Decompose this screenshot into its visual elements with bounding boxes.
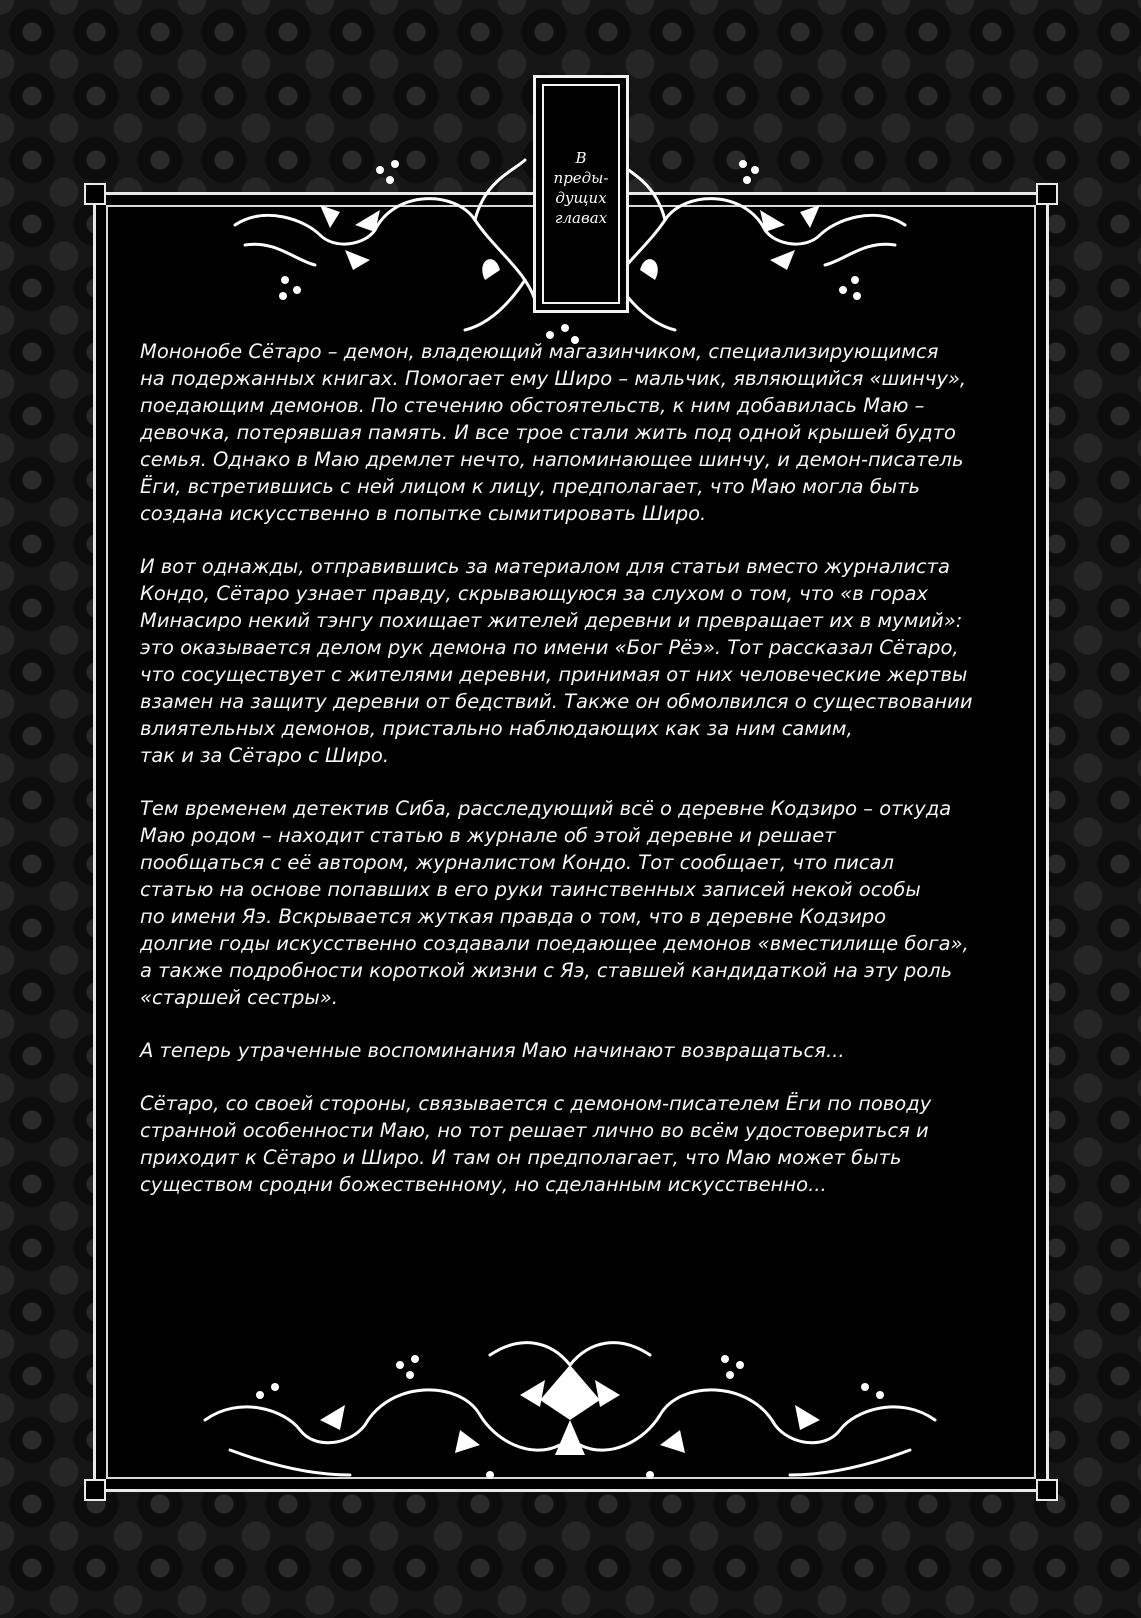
corner-ornament (84, 183, 106, 205)
summary-paragraph: Сётаро, со своей стороны, связывается с демоном-писателем Ёги по поводу странной особенности Маю, но тот решает лично во всём удостовериться и приходит к Сётаро и Широ. И там он предполагает, что Маю может быть существом сродни божественному, но сделанным искусственно... (140, 1092, 932, 1196)
summary-paragraph: А теперь утраченные воспоминания Маю начинают возвращаться... (140, 1039, 845, 1062)
summary-paragraph: Тем временем детектив Сиба, расследующий всё о деревне Кодзиро – откуда Маю родом – находит статью в журнале об этой деревне и решает пообщаться с её автором, журналистом Кондо. Тот сообщает, что писал статью на основе попавших в его руки таинственных записей некой особы по имени Яэ. Вскрывается жуткая правда о том, что в деревне Кодзиро долгие годы искусственно создавали поедающее демонов «вместилище бога», а также подробности короткой жизни с Яэ, ставшей кандидаткой на эту роль «старшей сестры». (140, 797, 969, 1009)
summary-text (140, 338, 1020, 1224)
corner-ornament (1036, 1479, 1058, 1501)
bottom-floral-ornament-icon (190, 1325, 950, 1500)
chapter-label-tab (533, 75, 629, 313)
chapter-label-tab-inner (542, 84, 620, 304)
corner-ornament (84, 1479, 106, 1501)
summary-paragraph: И вот однажды, отправившись за материалом для статьи вместо журналиста Кондо, Сётаро узнает правду, скрывающуюся за слухом о том, что «в горах Минасиро некий тэнгу похищает жителей деревни и превращает их в мумий»: это оказывается делом рук демона по имени «Бог Рёэ». Тот рассказал Сётаро, что сосуществует с жителями деревни, принимая от них человеческие жертвы взамен на защиту деревни от бедствий. Также он обмолвился о существовании влиятельных демонов, пристально наблюдающих как за ним самим, так и за Сётаро с Широ. (140, 555, 973, 767)
summary-paragraph: Мононобе Сётаро – демон, владеющий магазинчиком, специализирующимся на подержанных книгах. Помогает ему Широ – мальчик, являющийся «шинчу», поедающим демонов. По стечению обстоятельств, к ним добавилась Маю – девочка, потерявшая память. И все трое стали жить под одной крышей будто семья. Однако в Маю дремлет нечто, напоминающее шинчу, и демон-писатель Ёги, встретившись с ней лицом к лицу, предполагает, что Маю могла быть создана искусственно в попытке сымитировать Широ. (140, 340, 967, 525)
chapter-label: В преды- дущих главах (553, 149, 609, 227)
corner-ornament (1036, 183, 1058, 205)
